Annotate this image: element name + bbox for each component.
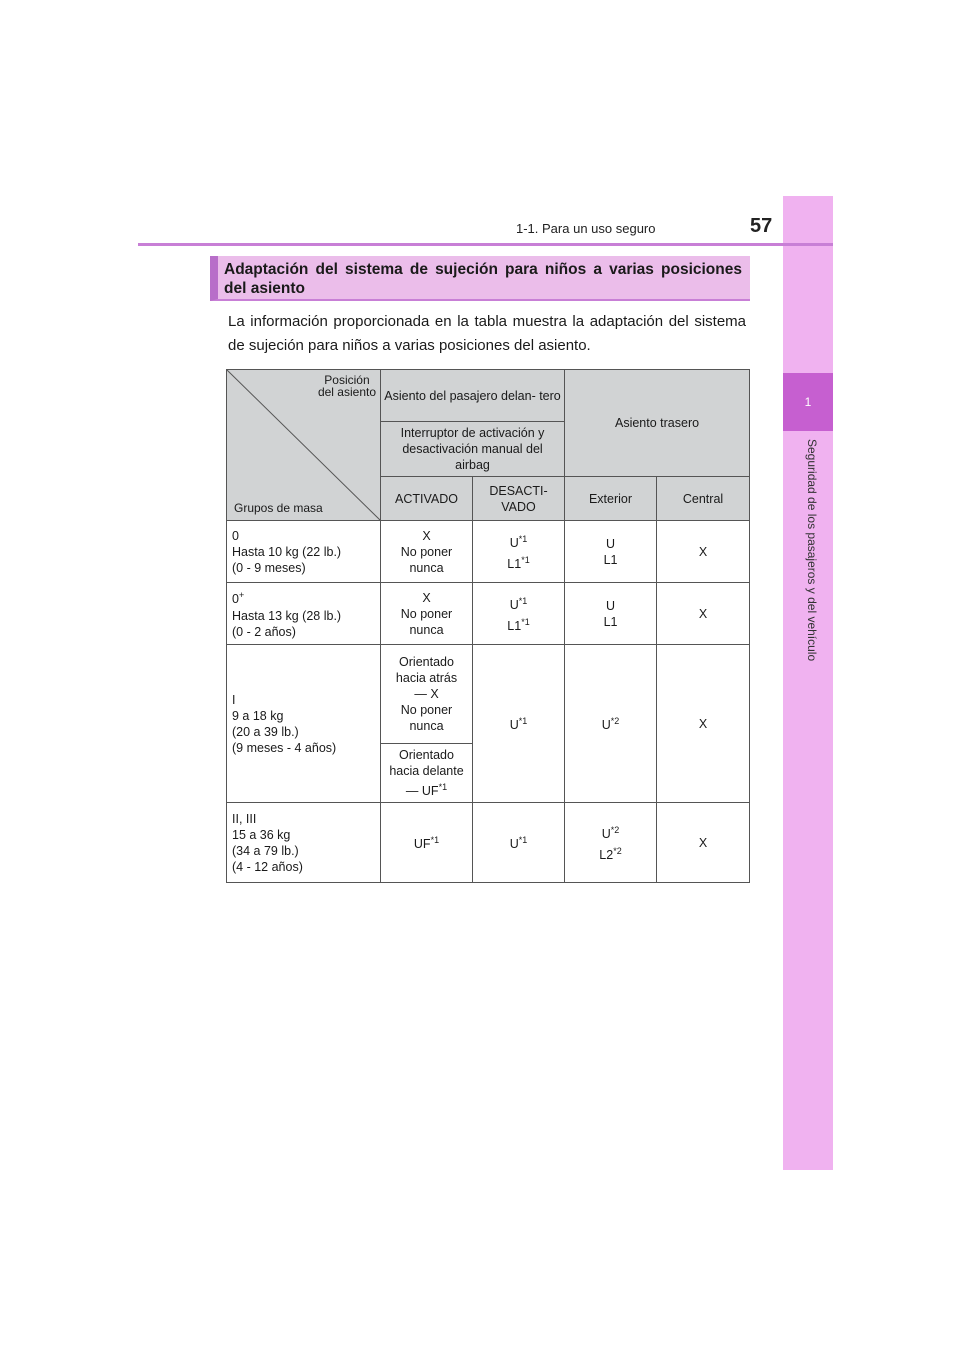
- exterior-cell: U L1: [565, 583, 657, 645]
- desactivado-cell: $U^{*1}$: [473, 645, 565, 803]
- exterior-cell: U L1: [565, 521, 657, 583]
- chapter-title: Seguridad de los pasajeros y del vehículo: [805, 439, 819, 662]
- desactivado-cell: $U^{*1}$ L1$^{*1}$: [473, 583, 565, 645]
- central-cell: X: [657, 583, 750, 645]
- activado-rearward-cell: Orientado hacia atrás — X No poner nunca: [381, 645, 473, 744]
- activado-cell: X No poner nunca: [381, 521, 473, 583]
- activado-forward-cell: Orientado hacia delante — UF$^{*1}$: [381, 744, 473, 803]
- activado-cell: X No poner nunca: [381, 583, 473, 645]
- header-rear-seat: Asiento trasero: [565, 370, 750, 477]
- header-front-seat: Asiento del pasajero delan- tero: [381, 370, 565, 422]
- group-cell: 0+ Hasta 13 kg (28 lb.) (0 - 2 años): [227, 583, 381, 645]
- header-exterior: Exterior: [565, 477, 657, 521]
- desactivado-cell: $U^{*1}$ L1$^{*1}$: [473, 521, 565, 583]
- section-heading: Adaptación del sistema de sujeción para niños a varias posiciones del asiento: [210, 256, 750, 301]
- chapter-number-tab[interactable]: 1: [783, 373, 833, 431]
- header-desactivado: DESACTI- VADO: [473, 477, 565, 521]
- compatibility-table: [226, 369, 750, 883]
- central-cell: X: [657, 521, 750, 583]
- exterior-cell: $U^{*2}$ L2$^{*2}$: [565, 803, 657, 883]
- central-cell: X: [657, 645, 750, 803]
- table-row: [227, 583, 750, 645]
- central-cell: X: [657, 803, 750, 883]
- intro-paragraph: La información proporcionada en la tabla muestra la adaptación del sistema de sujeción para niños a varias posiciones del asiento.: [228, 313, 746, 354]
- table-row: [227, 521, 750, 583]
- table-corner-cell: [227, 370, 381, 521]
- group-cell: II, III 15 a 36 kg (34 a 79 lb.) (4 - 12 años): [227, 803, 381, 883]
- group-cell: I 9 a 18 kg (20 a 39 lb.) (9 meses - 4 años): [227, 645, 381, 803]
- chapter-sidebar: [783, 196, 833, 1170]
- corner-mass-groups: Grupos de masa: [234, 501, 323, 515]
- activado-cell: UF$^{*1}$: [381, 803, 473, 883]
- header-section-title: 1-1. Para un uso seguro: [516, 221, 656, 236]
- header-central: Central: [657, 477, 750, 521]
- table-row: [227, 645, 750, 744]
- header-activado: ACTIVADO: [381, 477, 473, 521]
- corner-seat-position: Posición del asiento: [317, 373, 376, 399]
- desactivado-cell: $U^{*1}$: [473, 803, 565, 883]
- table-row: [227, 803, 750, 883]
- group-cell: 0 Hasta 10 kg (22 lb.) (0 - 9 meses): [227, 521, 381, 583]
- header-divider: [138, 243, 833, 246]
- header-airbag-switch: Interruptor de activación y desactivación manual del airbag: [381, 422, 565, 477]
- page-number: 57: [750, 215, 773, 237]
- exterior-cell: $U^{*2}$: [565, 645, 657, 803]
